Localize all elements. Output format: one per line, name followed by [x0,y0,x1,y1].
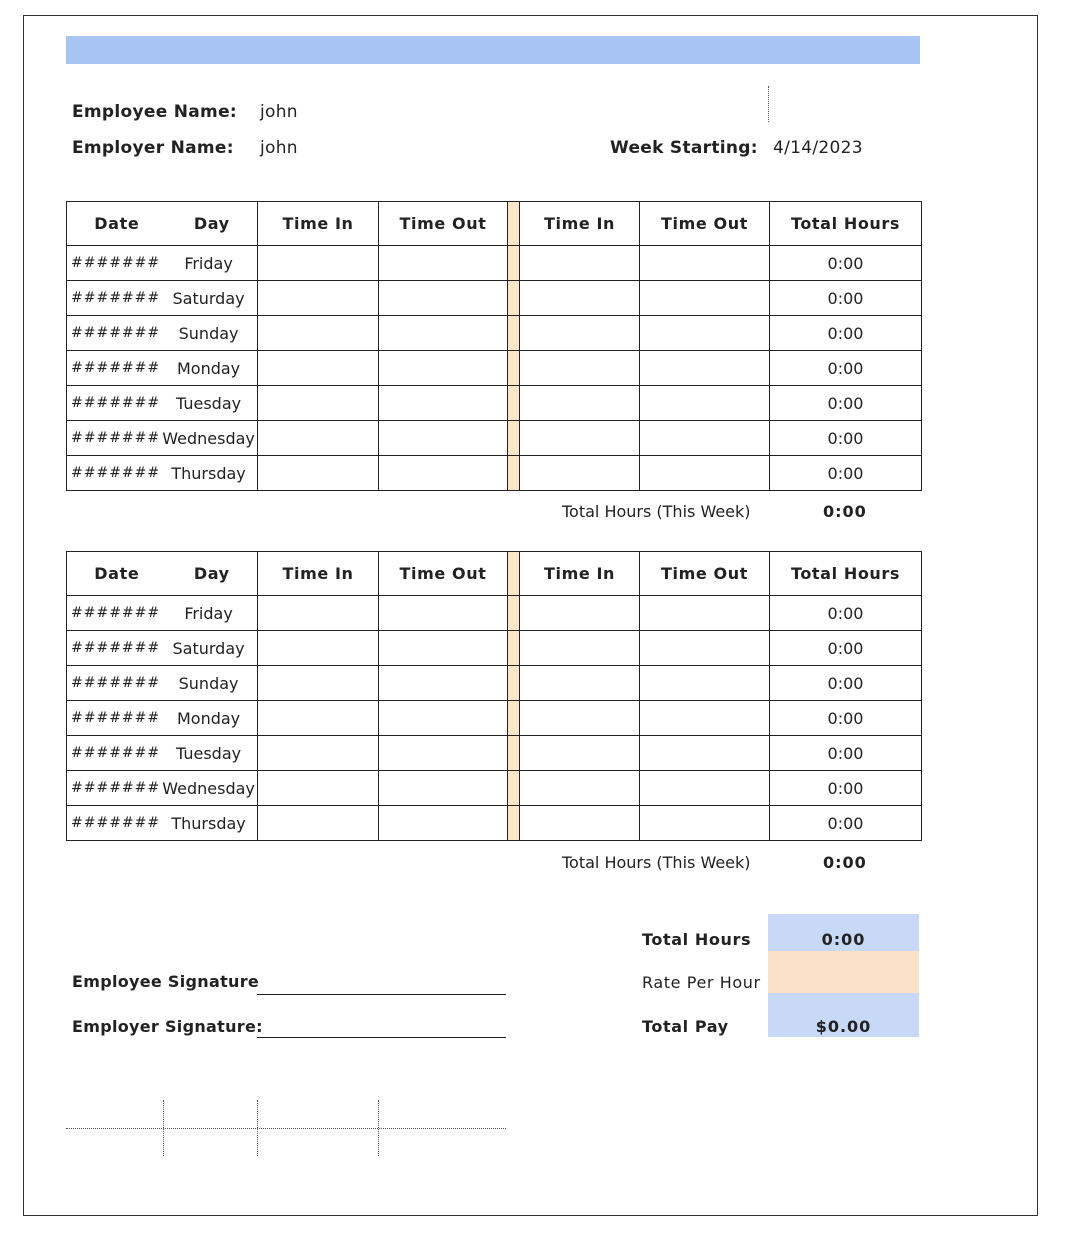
table-row [67,386,922,421]
time-out-cell[interactable] [379,596,508,631]
time-out-header: Time Out [640,202,770,246]
time-in-cell[interactable] [520,771,640,806]
total-hours-header: Total Hours [770,202,922,246]
column-separator [508,386,520,421]
time-out-cell[interactable] [379,456,508,491]
time-in-cell[interactable] [258,631,379,666]
time-in-cell[interactable] [258,246,379,281]
week-total-value: 0:00 [823,853,867,872]
total-hours-cell: 0:00 [770,421,922,456]
day-cell: Friday [184,603,233,623]
total-pay-value: $0.00 [815,1017,872,1036]
time-out-cell[interactable] [379,351,508,386]
day-header: Day [193,214,230,233]
date-day-cell [67,736,258,771]
week-starting-value[interactable]: 4/14/2023 [773,138,863,158]
time-out-cell[interactable] [379,736,508,771]
employee-signature-label: Employee Signature [72,972,260,991]
day-header: Day [193,564,230,583]
column-separator [508,246,520,281]
time-out-cell[interactable] [379,316,508,351]
day-cell: Friday [184,253,233,273]
table-row [67,281,922,316]
total-hours-cell: 0:00 [770,316,922,351]
time-out-cell[interactable] [379,386,508,421]
table-row [67,701,922,736]
time-in-cell[interactable] [520,351,640,386]
day-cell: Tuesday [176,393,242,413]
employee-signature-line[interactable] [257,994,506,995]
time-in-cell[interactable] [258,281,379,316]
column-separator [508,701,520,736]
date-cell: ####### [71,430,161,446]
date-day-cell [67,351,258,386]
table-row [67,596,922,631]
time-out-cell[interactable] [640,631,770,666]
time-out-cell[interactable] [640,421,770,456]
week-starting-label: Week Starting: [610,138,758,158]
table-row [67,351,922,386]
date-cell: ####### [71,710,161,726]
time-in-cell[interactable] [520,806,640,841]
column-separator [508,202,520,246]
time-in-cell[interactable] [520,701,640,736]
time-in-cell[interactable] [520,246,640,281]
date-cell: ####### [71,255,161,271]
day-cell: Thursday [171,463,246,483]
date-day-cell [67,701,258,736]
time-out-header: Time Out [379,202,508,246]
total-hours-header: Total Hours [770,552,922,596]
time-out-header: Time Out [379,552,508,596]
time-in-cell[interactable] [520,456,640,491]
day-cell: Saturday [172,638,245,658]
title-bar [66,36,920,64]
date-day-header [67,552,258,596]
total-hours-cell: 0:00 [770,666,922,701]
time-in-cell[interactable] [520,386,640,421]
week-total-value: 0:00 [823,502,867,521]
total-hours-cell: 0:00 [770,701,922,736]
time-out-cell[interactable] [379,631,508,666]
column-separator [508,421,520,456]
time-in-cell[interactable] [258,736,379,771]
total-hours-cell: 0:00 [770,351,922,386]
column-separator [508,736,520,771]
time-out-cell[interactable] [640,316,770,351]
total-hours-cell: 0:00 [770,806,922,841]
time-out-cell[interactable] [379,771,508,806]
dotted-gridline [66,1128,506,1129]
employer-signature-label: Employer Signature: [72,1017,263,1036]
date-cell: ####### [71,640,161,656]
time-in-cell[interactable] [520,421,640,456]
total-hours-value: 0:00 [821,930,866,949]
table-row [67,316,922,351]
date-cell: ####### [71,745,161,761]
time-in-header: Time In [520,552,640,596]
date-day-cell [67,806,258,841]
time-in-header: Time In [258,552,379,596]
time-in-cell[interactable] [258,771,379,806]
date-cell: ####### [71,780,161,796]
time-out-cell[interactable] [640,386,770,421]
column-separator [508,806,520,841]
time-out-cell[interactable] [640,701,770,736]
column-separator [508,456,520,491]
column-separator [508,351,520,386]
employee-name-value[interactable]: john [260,102,298,122]
date-cell: ####### [71,675,161,691]
column-separator [508,771,520,806]
table-row [67,246,922,281]
total-pay-label: Total Pay [642,1017,729,1036]
date-day-cell [67,246,258,281]
time-in-cell[interactable] [520,666,640,701]
total-hours-cell: 0:00 [770,771,922,806]
time-out-cell[interactable] [379,666,508,701]
dotted-gridline [257,1100,258,1156]
employee-name-label: Employee Name: [72,102,238,122]
date-cell: ####### [71,290,161,306]
date-day-cell [67,771,258,806]
date-day-cell [67,281,258,316]
time-out-cell[interactable] [379,806,508,841]
day-cell: Thursday [171,813,246,833]
date-day-header [67,202,258,246]
table-row [67,666,922,701]
total-hours-cell: 0:00 [770,631,922,666]
day-cell: Sunday [178,323,239,343]
day-cell: Monday [176,708,241,728]
table-row [67,456,922,491]
time-out-cell[interactable] [379,281,508,316]
date-cell: ####### [71,325,161,341]
column-separator [508,666,520,701]
time-out-cell[interactable] [640,246,770,281]
time-out-cell[interactable] [640,806,770,841]
day-cell: Monday [176,358,241,378]
time-in-cell[interactable] [258,351,379,386]
employer-signature-line[interactable] [257,1037,506,1038]
time-in-cell[interactable] [258,701,379,736]
time-in-cell[interactable] [258,386,379,421]
time-in-cell[interactable] [258,421,379,456]
timesheet-week-2 [66,551,922,841]
day-cell: Sunday [178,673,239,693]
date-day-cell [67,456,258,491]
column-separator [508,631,520,666]
table-row [67,421,922,456]
time-in-cell[interactable] [520,316,640,351]
week-total-label: Total Hours (This Week) [562,502,751,521]
summary-rate-cell[interactable] [768,951,919,993]
time-out-cell[interactable] [640,666,770,701]
date-day-cell [67,316,258,351]
date-cell: ####### [71,815,161,831]
table-row [67,771,922,806]
dotted-gridline [163,1100,164,1156]
total-hours-cell: 0:00 [770,281,922,316]
column-separator [508,552,520,596]
table-row [67,736,922,771]
table-row [67,631,922,666]
date-header: Date [94,564,140,583]
time-in-header: Time In [258,202,379,246]
dotted-divider [768,86,769,122]
time-in-cell[interactable] [520,736,640,771]
timesheet-week-1 [66,201,922,491]
time-in-cell[interactable] [258,456,379,491]
time-out-cell[interactable] [640,771,770,806]
time-out-header: Time Out [640,552,770,596]
employer-name-value[interactable]: john [260,138,298,158]
date-cell: ####### [71,605,161,621]
time-in-cell[interactable] [520,631,640,666]
time-out-cell[interactable] [379,246,508,281]
time-in-cell[interactable] [258,596,379,631]
date-day-cell [67,666,258,701]
time-in-cell[interactable] [520,281,640,316]
date-cell: ####### [71,395,161,411]
time-in-cell[interactable] [258,666,379,701]
total-hours-cell: 0:00 [770,596,922,631]
day-cell: Wednesday [162,778,255,798]
dotted-gridline [378,1100,379,1156]
time-out-cell[interactable] [640,736,770,771]
date-day-cell [67,421,258,456]
date-day-cell [67,596,258,631]
time-in-cell[interactable] [520,596,640,631]
week-total-label: Total Hours (This Week) [562,853,751,872]
date-cell: ####### [71,360,161,376]
employer-name-label: Employer Name: [72,138,234,158]
table-row [67,806,922,841]
column-separator [508,316,520,351]
time-in-cell[interactable] [258,316,379,351]
total-hours-cell: 0:00 [770,386,922,421]
column-separator [508,281,520,316]
time-out-cell[interactable] [640,281,770,316]
time-out-cell[interactable] [379,421,508,456]
date-day-cell [67,386,258,421]
total-hours-cell: 0:00 [770,456,922,491]
rate-per-hour-label: Rate Per Hour [642,973,761,992]
time-out-cell[interactable] [640,456,770,491]
total-hours-label: Total Hours [642,930,752,949]
time-out-cell[interactable] [640,351,770,386]
day-cell: Tuesday [176,743,242,763]
date-day-cell [67,631,258,666]
time-out-cell[interactable] [640,596,770,631]
time-in-cell[interactable] [258,806,379,841]
total-hours-cell: 0:00 [770,246,922,281]
column-separator [508,596,520,631]
date-cell: ####### [71,465,161,481]
day-cell: Wednesday [162,428,255,448]
day-cell: Saturday [172,288,245,308]
date-header: Date [94,214,140,233]
time-out-cell[interactable] [379,701,508,736]
time-in-header: Time In [520,202,640,246]
total-hours-cell: 0:00 [770,736,922,771]
